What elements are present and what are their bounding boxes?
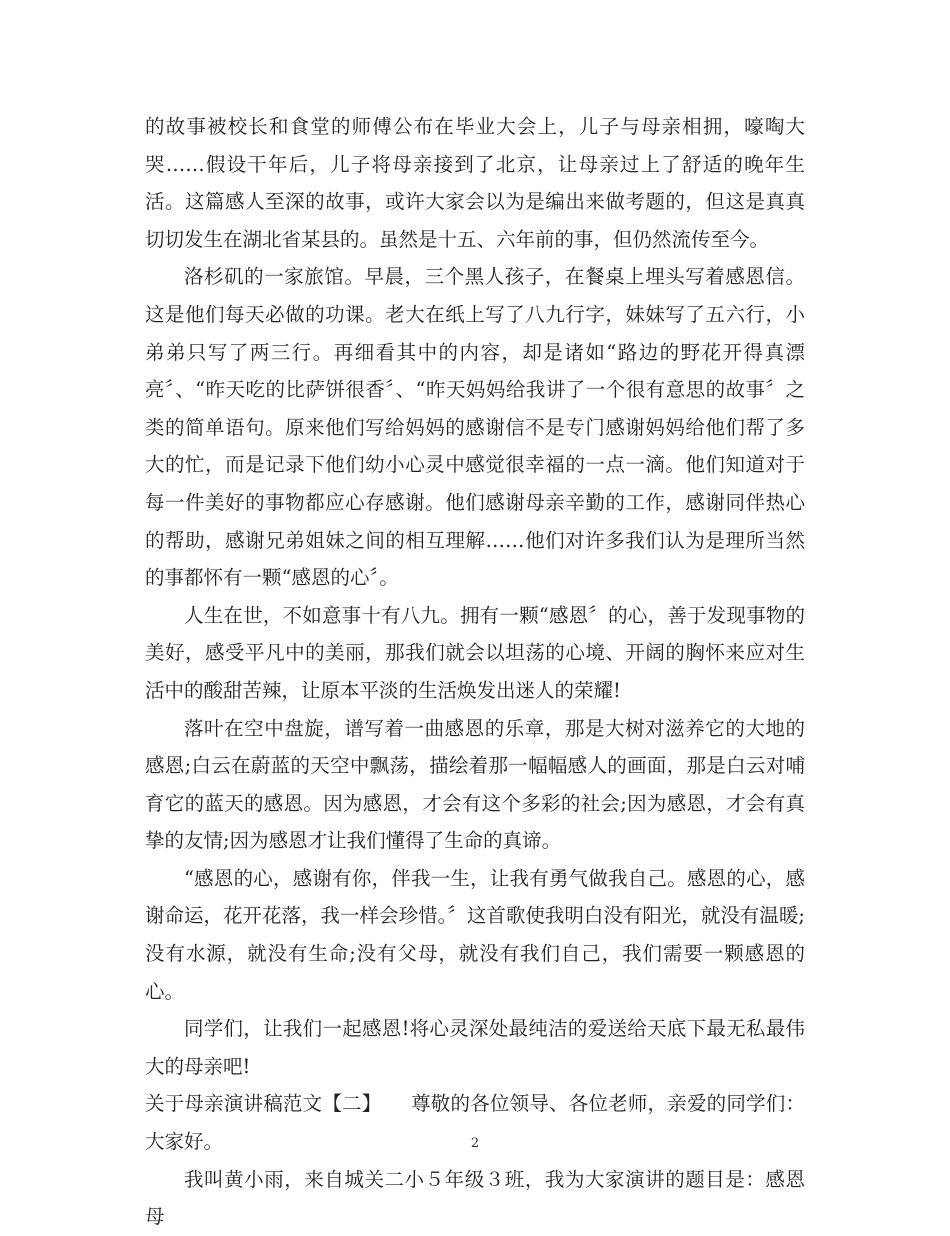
paragraph-falling-leaves: 落叶在空中盘旋，谱写着一曲感恩的乐章，那是大树对滋养它的大地的感恩;白云在蔚蓝的天空中飘荡，描绘着那一幅幅感人的画面，那是白云对哺育它的蓝天的感恩。因为感恩，才会有这个多彩的社会;因为感恩，才会有真挚的友情;因为感恩才让我们懂得了生命的真谛。 [145,716,805,853]
paragraph-classmates: 同学们，让我们一起感恩!将心灵深处最纯洁的爱送给天底下最无私最伟大的母亲吧! [145,1017,805,1078]
paragraph-song: “感恩的心，感谢有你，伴我一生，让我有勇气做我自己。感恩的心，感谢命运，花开花落，我一样会珍惜。〞这首歌使我明白没有阳光，就没有温暖;没有水源，就没有生命;没有父母，就没有我们自己，我们需要一颗感恩的心。 [145,866,805,1003]
body-text [145,108,805,1236]
paragraph-life: 人生在世，不如意事十有八九。拥有一颗“感恩〞的心，善于发现事物的美好，感受平凡中的美丽，那我们就会以坦荡的心境、开阔的胸怀来应对生活中的酸甜苦辣，让原本平淡的生活焕发出迷人的荣耀! [145,603,805,702]
paragraph-los-angeles-hotel: 洛杉矶的一家旅馆。早晨，三个黑人孩子，在餐桌上埋头写着感恩信。这是他们每天必做的功课。老大在纸上写了八九行字，妹妹写了五六行，小弟弟只写了两三行。再细看其中的内容，却是诸如“路边的野花开得真漂亮〞、“昨天吃的比萨饼很香〞、“昨天妈妈给我讲了一个很有意思的故事〞之类的简单语句。原来他们写给妈妈的感谢信不是专门感谢妈妈给他们帮了多大的忙，而是记录下他们幼小心灵中感觉很幸福的一点一滴。他们知道对于每一件美好的事物都应心存感谢。他们感谢母亲辛勤的工作，感谢同伴热心的帮助，感谢兄弟姐妹之间的相互理解……他们对许多我们认为是理所当然的事都怀有一颗“感恩的心〞。 [145,265,805,590]
paragraph-introduction: 我叫黄小雨，来自城关二小５年级３班，我为大家演讲的题目是：感恩母 [145,1167,805,1229]
paragraph-story-ending: 的故事被校长和食堂的师傅公布在毕业大会上，儿子与母亲相拥，嚎啕大哭……假设干年后，儿子将母亲接到了北京，让母亲过上了舒适的晚年生活。这篇感人至深的故事，或许大家会以为是编出来做考题的，但这是真真切切发生在湖北省某县的。虽然是十五、六年前的事，但仍然流传至今。 [145,115,805,251]
section-heading-speech-two: 关于母亲演讲稿范文【二】 尊敬的各位领导、各位老师，亲爱的同学们：大家好。 [145,1092,805,1154]
page-number: 2 [470,1136,480,1151]
